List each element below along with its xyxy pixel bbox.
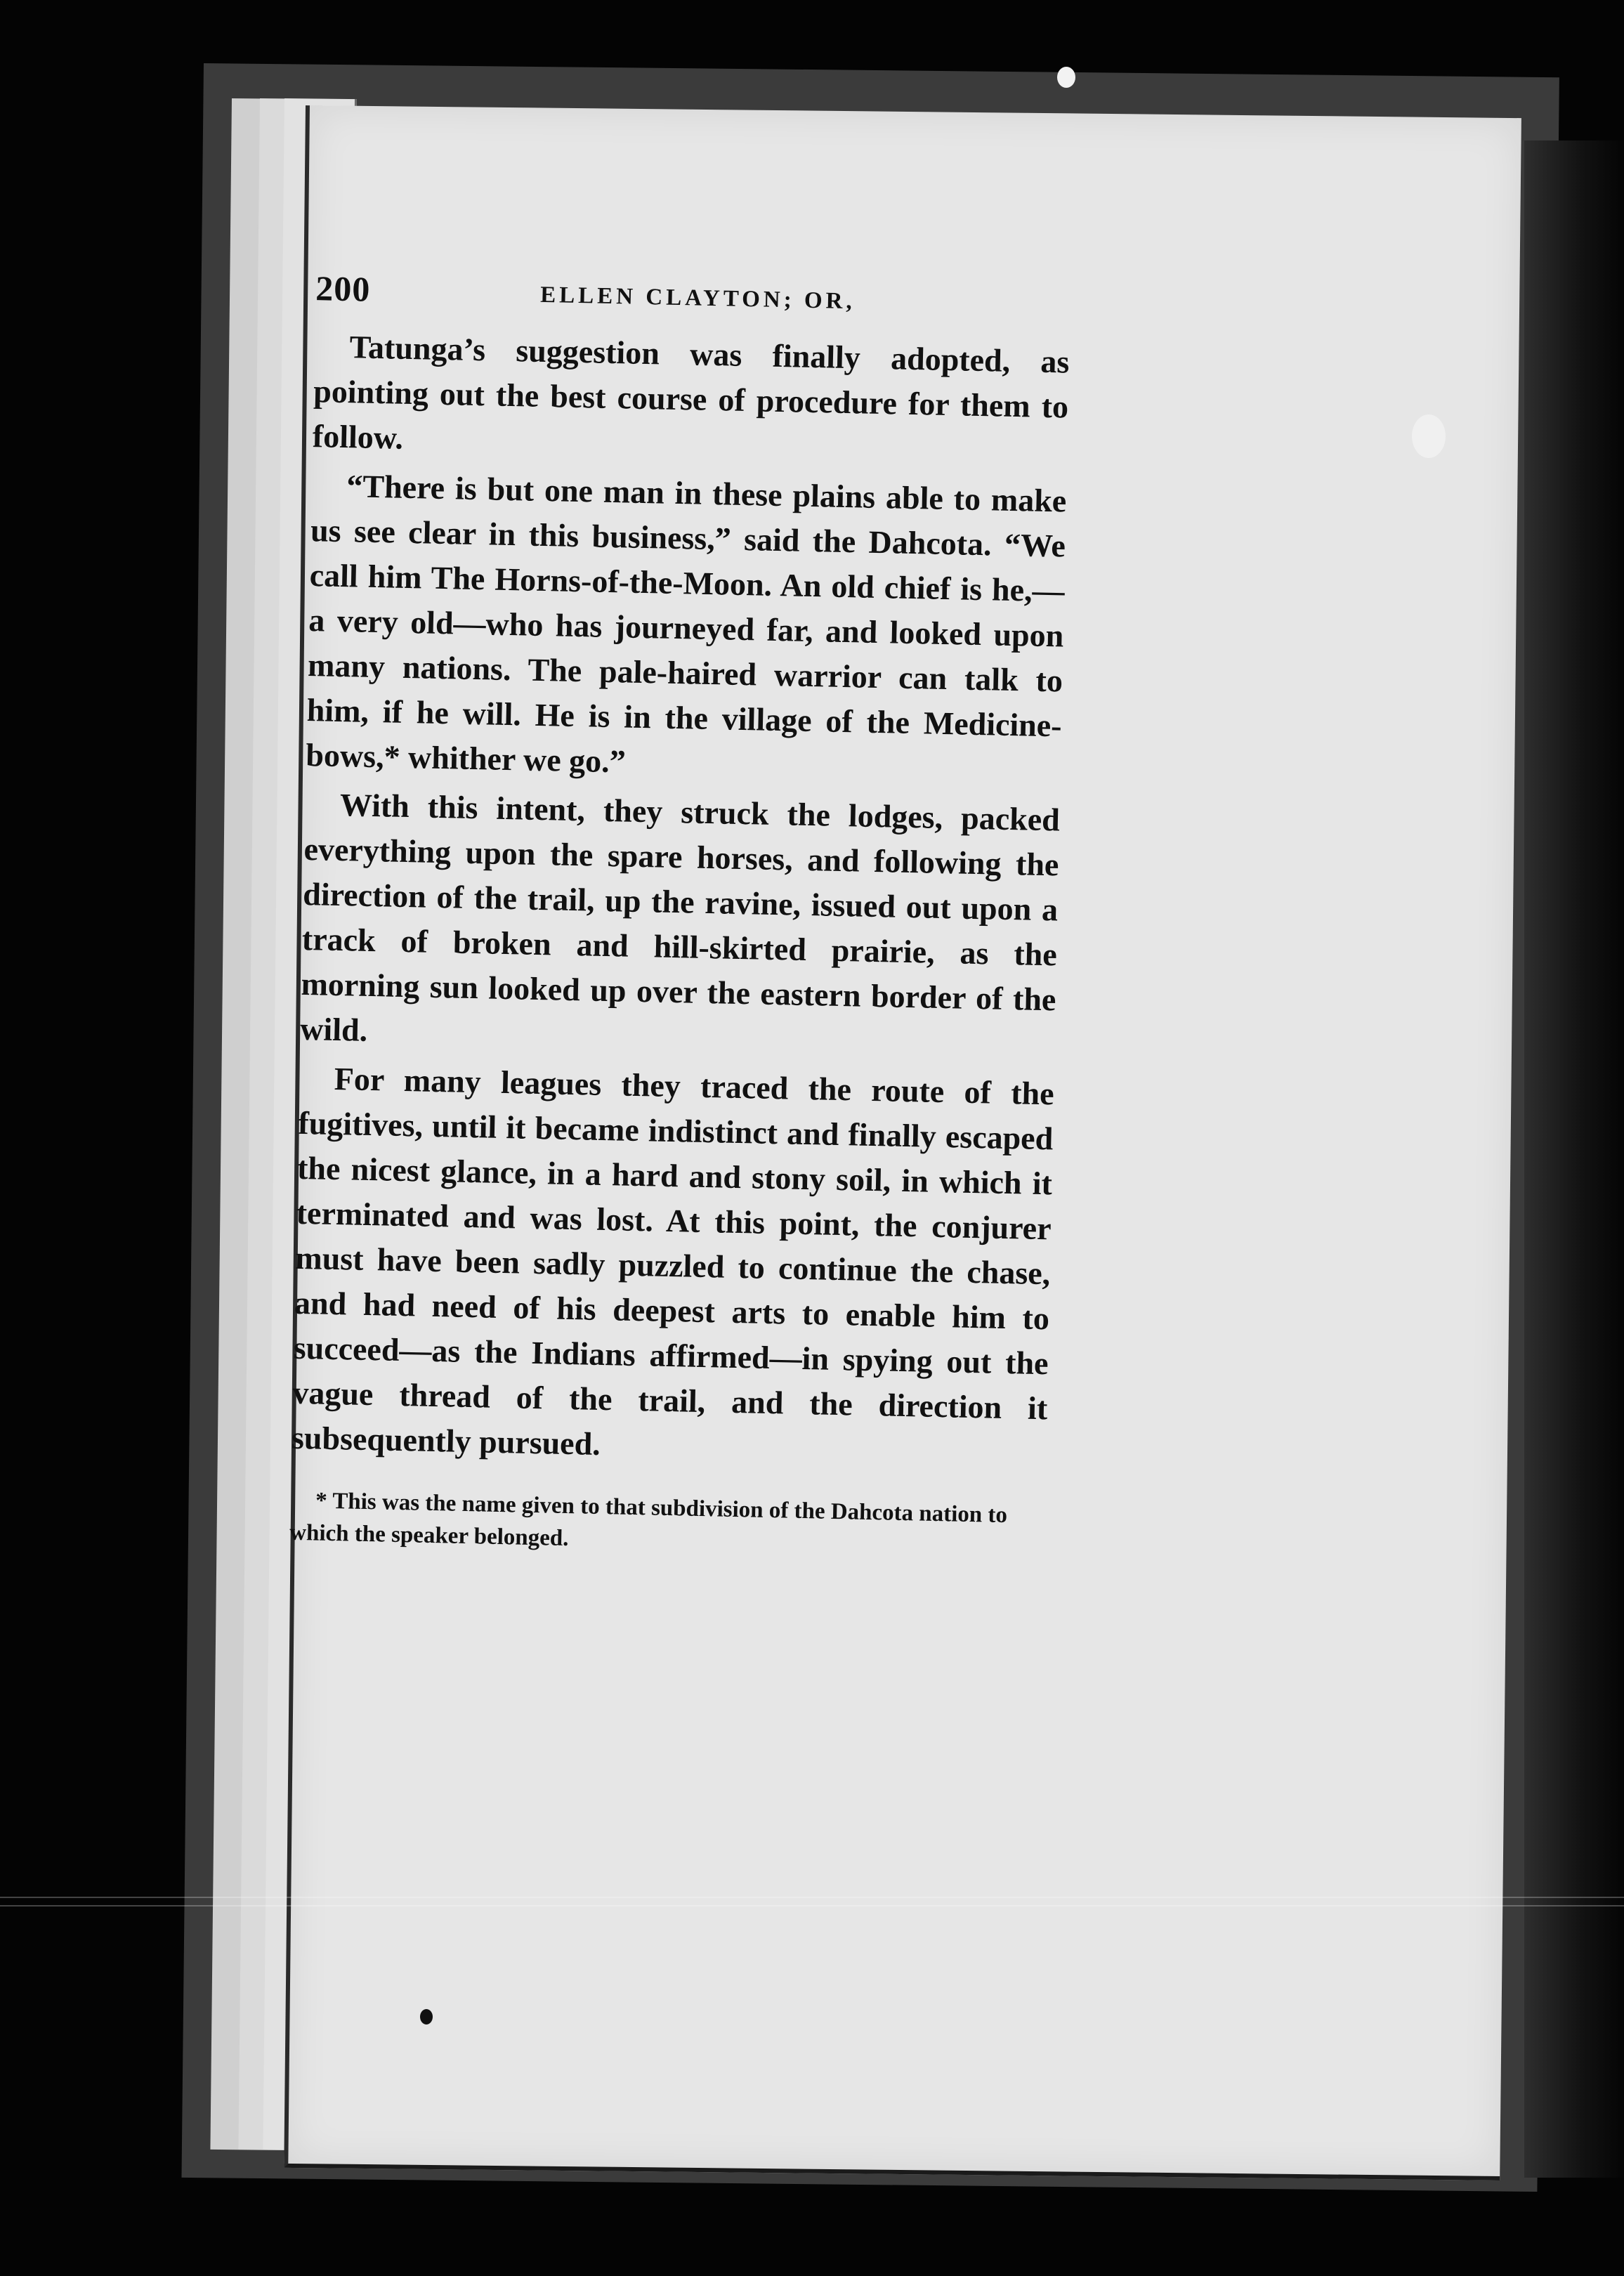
paragraph: Tatunga’s suggestion was finally adopted, as pointing out the best course of procedure for them to follow. <box>312 329 1070 456</box>
footnote: * This was the name given to that subdivision of the Dahcota nation to which the speaker belonged. <box>289 1488 1008 1552</box>
page-number: 200 <box>315 268 371 309</box>
dust-speck <box>1057 67 1075 88</box>
paper-blemish <box>1412 414 1446 458</box>
scan-artifact-line <box>0 1897 1624 1898</box>
paragraph: With this intent, they struck the lodges, packed everything upon the spare horses, and following the direction of the trail, up the ravine, issued out upon a track of broken and hill-skirted prairie, as the morning sun looked up over the eastern border of the wild. <box>299 787 1061 1048</box>
gutter-shadow <box>1524 140 1624 2178</box>
body-text <box>291 324 1070 1476</box>
page-content <box>251 267 1071 1564</box>
paragraph: For many leagues they traced the route of the fugitives, until it became indistinct and finally escaped the nicest glance, in a hard and stony soil, in which it terminated and was lost. At this point, the conjurer must have been sadly puzzled to continue the chase, and had need of his deepest arts to enable him to succeed—as the Indians affirmed—in spying out the vague thread of the trail, and the direction it subsequently pursued. <box>291 1060 1055 1462</box>
scan-artifact-line <box>0 1905 1624 1907</box>
ink-spot <box>420 2009 433 2025</box>
running-title: ELLEN CLAYTON; OR, <box>539 282 856 315</box>
paragraph: “There is but one man in these plains able to make us see clear in this business,” said the Dahcota. “We call him The Horns-of-the-Moon. An old chief is he,—a very old—who has journeyed far, and looked upon many nations. The pale-haired warrior can talk to him, if he will. He is in the village of the Medicine-bows,* whither we go.” <box>305 468 1067 780</box>
